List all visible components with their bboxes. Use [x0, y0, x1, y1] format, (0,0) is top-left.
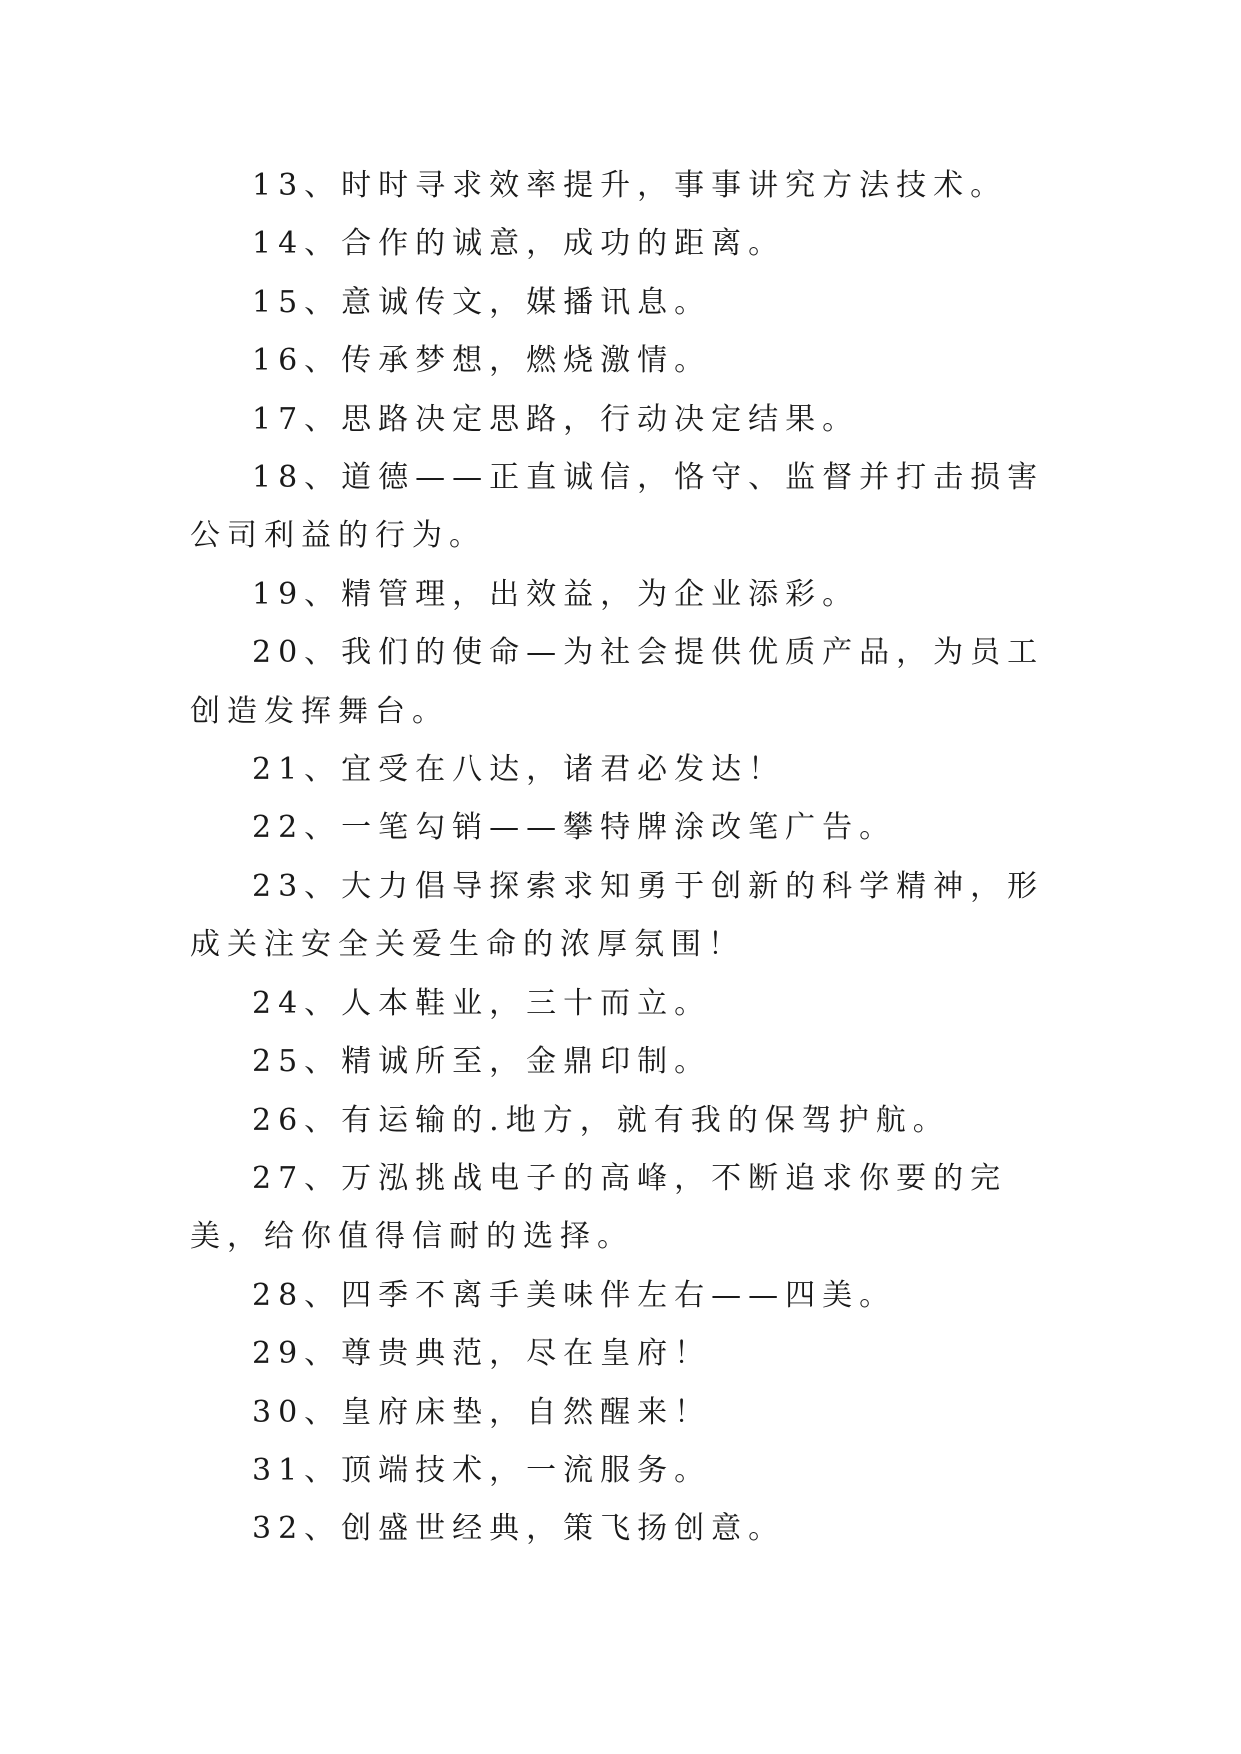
list-item: 16、传承梦想，燃烧激情。 — [252, 343, 712, 379]
list-item: 21、宜受在八达，诸君必发达！ — [252, 752, 786, 788]
list-item: 20、我们的使命—为社会提供优质产品，为员工创造发挥舞台。 — [190, 635, 1045, 729]
list-item: 30、皇府床垫，自然醒来！ — [252, 1394, 712, 1430]
list-item: 13、时时寻求效率提升，事事讲究方法技术。 — [252, 168, 1008, 203]
list-item: 18、道德——正直诚信，恪守、监督并打击损害公司利益的行为。 — [190, 460, 1045, 554]
list-item: 24、人本鞋业，三十而立。 — [252, 985, 712, 1021]
list-item: 17、思路决定思路，行动决定结果。 — [252, 401, 860, 437]
list-item: 28、四季不离手美味伴左右——四美。 — [252, 1277, 897, 1313]
list-item: 22、一笔勾销——攀特牌涂改笔广告。 — [252, 810, 897, 846]
list-item: 26、有运输的.地方，就有我的保驾护航。 — [252, 1102, 950, 1138]
list-item: 23、大力倡导探索求知勇于创新的科学精神，形成关注安全关爱生命的浓厚氛围！ — [190, 868, 1045, 963]
list-item: 31、顶端技术，一流服务。 — [252, 1452, 712, 1488]
list-item: 15、意诚传文，媒播讯息。 — [252, 284, 712, 320]
list-item: 32、创盛世经典，策飞扬创意。 — [252, 1511, 786, 1547]
list-item: 29、尊贵典范，尽在皇府！ — [252, 1336, 712, 1372]
slogan-list — [190, 157, 1050, 1559]
list-item: 27、万泓挑战电子的高峰，不断追求你要的完美，给你值得信耐的选择。 — [190, 1160, 1008, 1255]
list-item: 14、合作的诚意，成功的距离。 — [252, 226, 786, 262]
list-item: 19、精管理，出效益，为企业添彩。 — [252, 576, 860, 612]
list-item: 25、精诚所至，金鼎印制。 — [252, 1044, 712, 1080]
